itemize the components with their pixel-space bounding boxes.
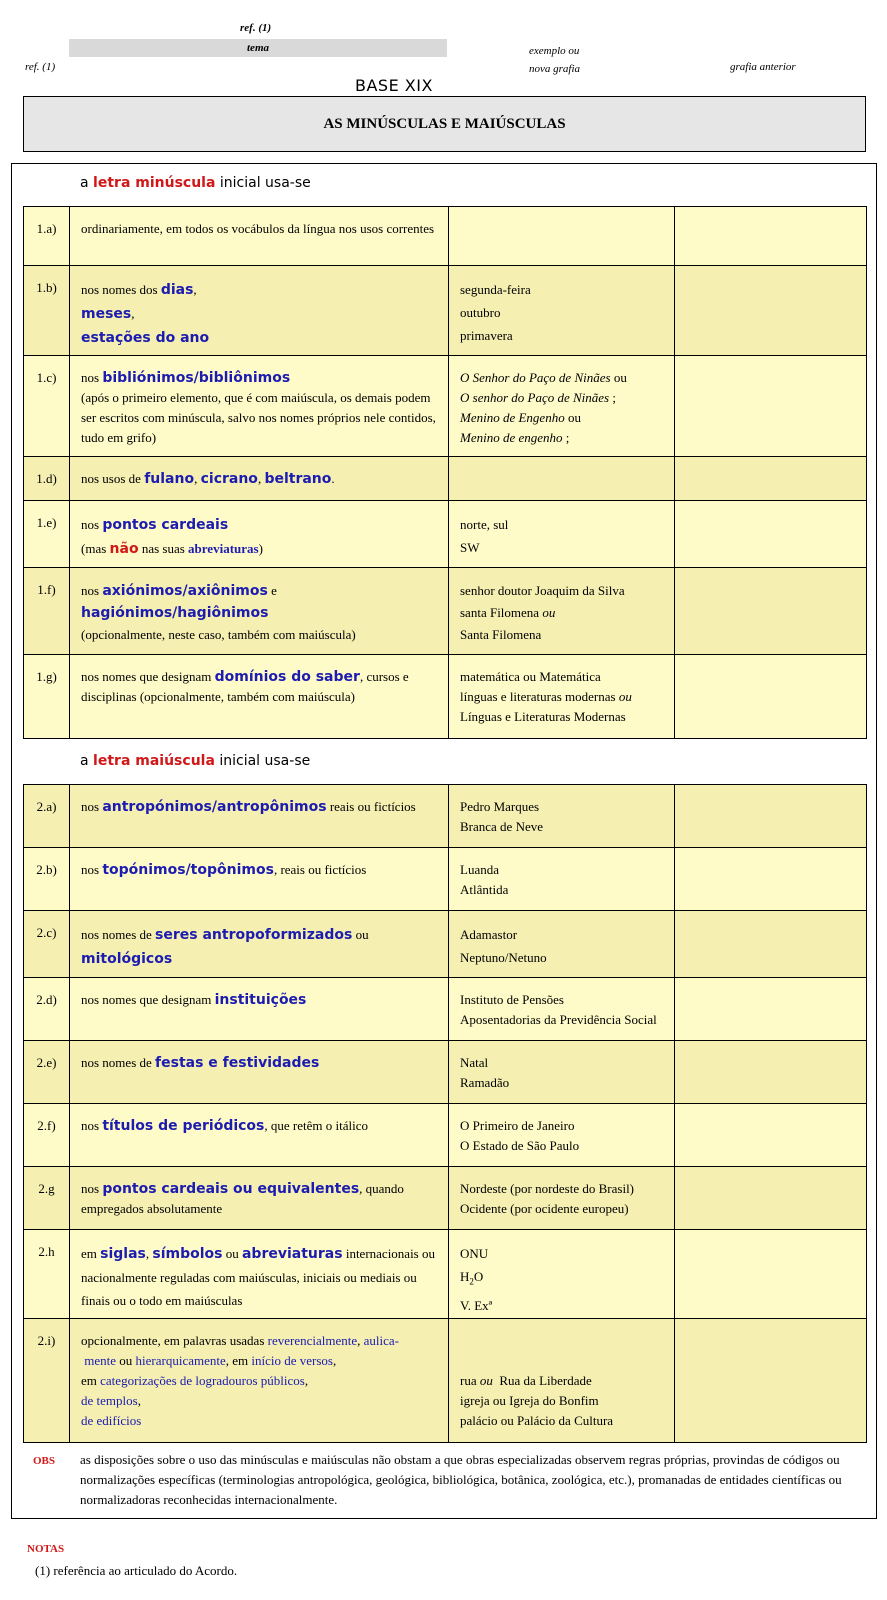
keyword: topónimos/topônimos	[102, 862, 274, 878]
row-ref: 2.d)	[36, 992, 57, 1007]
example-text: Pedro Marques Branca de Neve	[460, 799, 544, 834]
table-row	[24, 207, 867, 266]
table-row	[24, 848, 867, 911]
row-ref: 2.b)	[36, 862, 57, 877]
keyword: pontos cardeais	[102, 517, 229, 533]
keyword: cicrano	[200, 471, 258, 487]
example-text: segunda-feira outubro primavera	[460, 282, 531, 343]
keyword: festas e festividades	[155, 1055, 320, 1071]
keyword: mitológicos	[81, 951, 173, 967]
table-row	[24, 655, 867, 739]
nota-item: (1) referência ao articulado do Acordo.	[35, 1563, 238, 1578]
keyword: estações do ano	[81, 330, 210, 346]
row-ref: 1.e)	[36, 515, 57, 530]
section-heading-maiuscula: a letra maiúscula inicial usa-se	[80, 753, 311, 769]
table-row	[24, 1104, 867, 1167]
keyword: seres antropoformizados	[155, 927, 353, 943]
rule-text: nos topónimos/topônimos, reais ou fictícios	[81, 862, 367, 878]
rule-text: nos nomes de seres antropoformizados ou mitológicos	[81, 927, 369, 967]
keyword: meses	[81, 306, 132, 322]
example-column-header	[529, 42, 580, 78]
row-ref: 1.d)	[36, 471, 57, 486]
example-text: rua ou Rua da Liberdade igreja ou Igreja do Bonfim palácio ou Palácio da Cultura	[460, 1373, 614, 1428]
rule-text: nos nomes dos dias, meses, estações do ano	[81, 282, 210, 346]
row-ref: 2.i)	[37, 1333, 56, 1348]
row-ref: 2.h	[38, 1244, 55, 1259]
rule-text: nos nomes de festas e festividades	[81, 1055, 320, 1071]
rule-text: nos pontos cardeais (mas não nas suas abreviaturas)	[81, 517, 263, 557]
rule-text: em siglas, símbolos ou abreviaturas internacionais ou nacionalmente reguladas com maiúsculas, iniciais ou mediais ou finais ou o todo em maiúsculas	[81, 1246, 435, 1308]
row-ref: 2.e)	[36, 1055, 57, 1070]
minuscula-table	[23, 206, 867, 739]
row-ref: 1.a)	[36, 221, 57, 236]
rule-text: nos pontos cardeais ou equivalentes, quando empregados absolutamente	[81, 1181, 404, 1216]
page-title: AS MINÚSCULAS E MAIÚSCULAS	[23, 96, 866, 152]
section-heading-minuscula: a letra minúscula inicial usa-se	[80, 175, 311, 191]
notas-label: NOTAS	[27, 1543, 65, 1555]
example-text: O Primeiro de Janeiro O Estado de São Paulo	[460, 1118, 580, 1153]
rule-text: ordinariamente, em todos os vocábulos da língua nos usos correntes	[81, 221, 435, 236]
row-ref: 2.c)	[36, 925, 57, 940]
rule-text: nos nomes que designam domínios do saber, cursos e disciplinas (opcionalmente, também com maiúscula)	[81, 669, 409, 704]
row-ref: 2.f)	[37, 1118, 56, 1133]
example-text: Adamastor Neptuno/Netuno	[460, 927, 547, 965]
table-row	[24, 978, 867, 1041]
example-text: Instituto de Pensões Aposentadorias da Previdência Social	[460, 992, 657, 1027]
rule-text: nos títulos de periódicos, que retêm o itálico	[81, 1118, 368, 1134]
table-row	[24, 1319, 867, 1443]
example-text: matemática ou Matemática línguas e literaturas modernas ou Línguas e Literaturas Modernas	[460, 669, 632, 724]
keyword: beltrano	[264, 471, 332, 487]
keyword: pontos cardeais ou equivalentes	[102, 1181, 360, 1197]
keyword: abreviaturas	[241, 1246, 343, 1262]
keyword: abreviaturas	[188, 541, 259, 556]
rule-text: opcionalmente, em palavras usadas reverencialmente, aulica- mente ou hierarquicamente, em início de versos, em categorizações de logradouros públicos, de templos, de edifícios	[81, 1333, 400, 1428]
keyword: fulano	[144, 471, 195, 487]
table-row	[24, 501, 867, 568]
rule-text: nos bibliónimos/bibliônimos (após o primeiro elemento, que é com maiúscula, os demais podem ser escritos com minúscula, salvo nos nomes próprios nele contidos, tudo em grifo)	[81, 370, 436, 445]
emphasis-nao: não	[109, 541, 139, 557]
example-text: Luanda Atlântida	[460, 862, 509, 897]
row-ref: 1.b)	[36, 280, 57, 295]
keyword: domínios do saber	[214, 669, 360, 685]
ref-label-top: ref. (1)	[240, 22, 272, 34]
rule-text: nos axiónimos/axiônimos e hagiónimos/hagiônimos (opcionalmente, neste caso, também com maiúscula)	[81, 583, 356, 642]
table-row	[24, 356, 867, 457]
table-row	[24, 457, 867, 501]
keyword: símbolos	[152, 1246, 223, 1262]
keyword: axiónimos/axiônimos	[102, 583, 268, 599]
rule-text: nos antropónimos/antropônimos reais ou fictícios	[81, 799, 416, 815]
example-text: Nordeste (por nordeste do Brasil) Ocidente (por ocidente europeu)	[460, 1181, 635, 1216]
base-heading: BASE XIX	[355, 76, 433, 95]
keyword: siglas	[100, 1246, 146, 1262]
example-text: senhor doutor Joaquim da Silva santa Filomena ou Santa Filomena	[460, 583, 625, 642]
tema-bar: tema	[69, 39, 447, 57]
row-ref: 2.g	[38, 1181, 55, 1196]
rule-text: nos nomes que designam instituições	[81, 992, 307, 1008]
table-row	[24, 1041, 867, 1104]
example-text: O Senhor do Paço de Ninães ou O senhor do Paço de Ninães ; Menino de Engenho ou Menino de engenho ;	[460, 370, 627, 445]
ref-label-left: ref. (1)	[25, 61, 56, 73]
nova-grafia-label: nova grafia	[529, 63, 581, 75]
exemplo-label: exemplo ou	[529, 45, 580, 57]
row-ref: 1.f)	[37, 582, 56, 597]
obs-label: OBS	[33, 1455, 56, 1467]
row-ref: 1.g)	[36, 669, 57, 684]
grafia-anterior-label: grafia anterior	[730, 61, 796, 73]
table-row	[24, 266, 867, 356]
obs-text: as disposições sobre o uso das minúsculas e maiúsculas não obstam a que obras especializadas observem regras próprias, provindas de códigos ou normalizações específicas (terminologias antropológica, geológica, bibliológica, botânica, zoológica, etc.), promanadas de entidades científicas ou normalizadoras reconhecidas internacionalmente.	[80, 1452, 842, 1507]
rule-text: nos usos de fulano, cicrano, beltrano.	[81, 471, 335, 487]
keyword: dias	[160, 282, 194, 298]
keyword: antropónimos/antropônimos	[102, 799, 327, 815]
table-row	[24, 785, 867, 848]
keyword: instituições	[214, 992, 307, 1008]
keyword: títulos de periódicos	[102, 1118, 265, 1134]
example-text: norte, sul SW	[460, 517, 509, 555]
keyword: bibliónimos/bibliônimos	[102, 370, 291, 386]
keyword: hagiónimos/hagiônimos	[81, 605, 269, 621]
example-text: Natal Ramadão	[460, 1055, 510, 1090]
table-row	[24, 1167, 867, 1230]
table-row	[24, 1230, 867, 1319]
row-ref: 2.a)	[36, 799, 57, 814]
table-row	[24, 911, 867, 978]
example-text: ONU $H_2O$ V. Exª	[460, 1246, 493, 1313]
row-ref: 1.c)	[36, 370, 57, 385]
table-row	[24, 568, 867, 655]
maiuscula-table	[23, 784, 867, 1443]
